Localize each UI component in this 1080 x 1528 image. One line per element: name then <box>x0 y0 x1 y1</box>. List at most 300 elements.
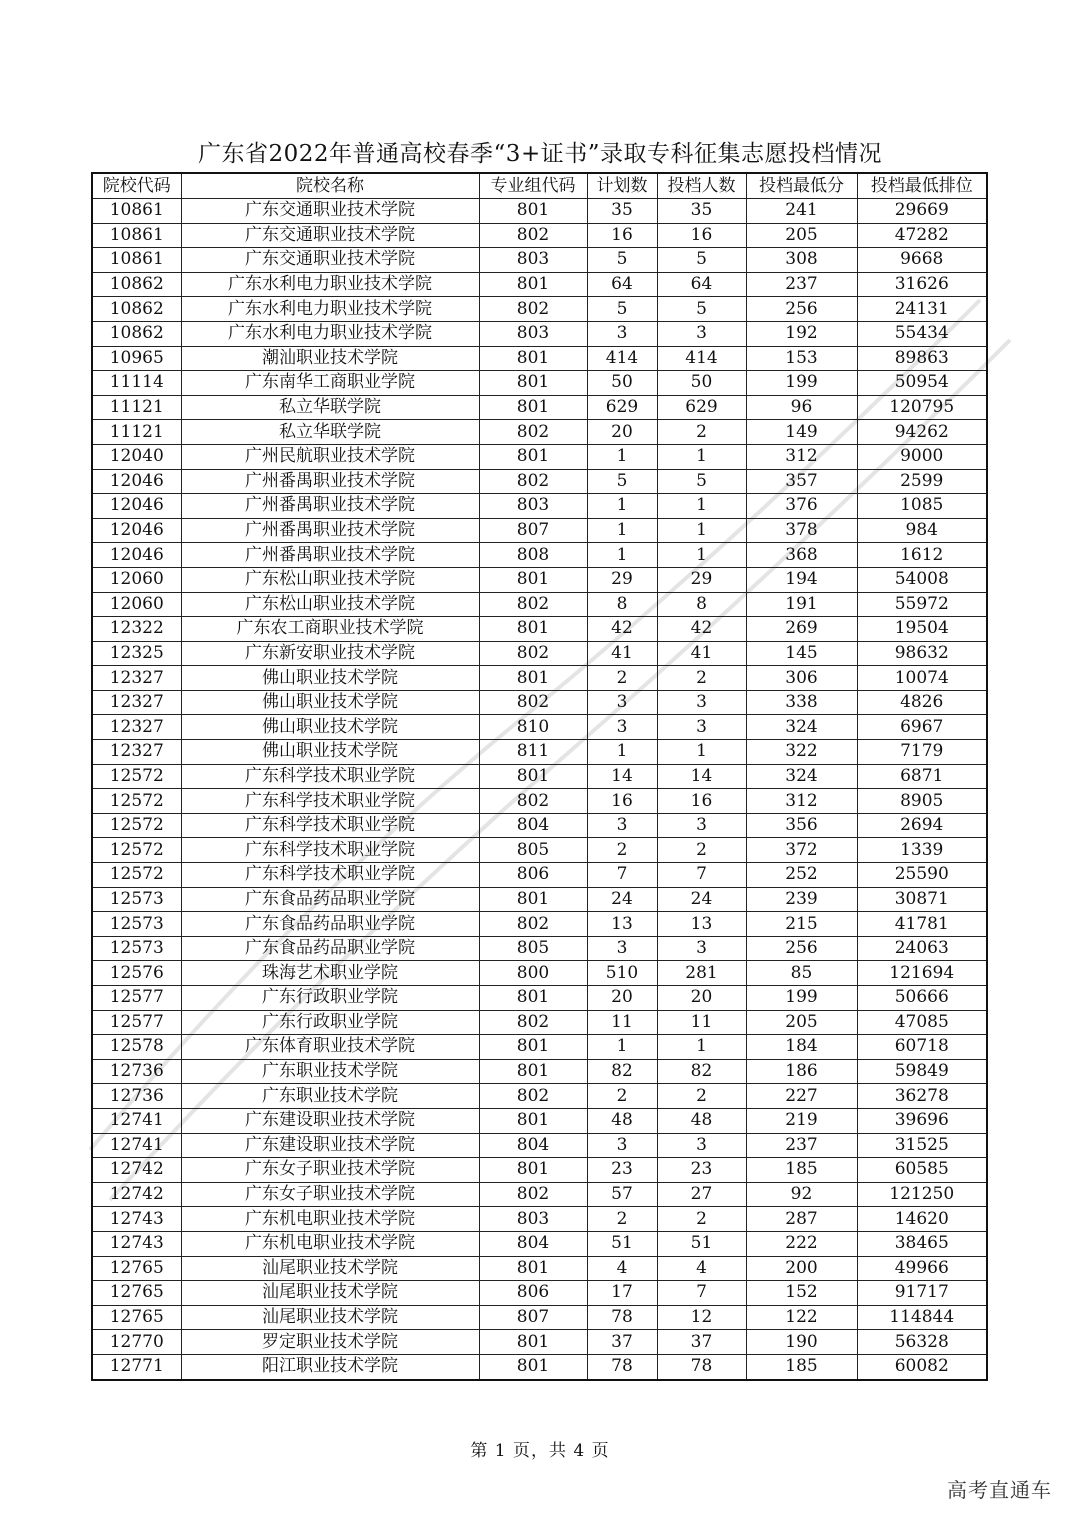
cell-school-code: 12736 <box>92 1084 181 1109</box>
cell-min-score: 372 <box>746 838 857 863</box>
cell-school-name: 佛山职业技术学院 <box>181 740 479 765</box>
cell-min-rank: 60718 <box>857 1035 987 1060</box>
cell-school-code: 12771 <box>92 1354 181 1379</box>
cell-filed-count: 2 <box>657 1084 746 1109</box>
table-row <box>92 1084 987 1109</box>
cell-min-score: 378 <box>746 518 857 543</box>
cell-plan-count: 1 <box>587 543 657 568</box>
cell-min-score: 191 <box>746 592 857 617</box>
cell-min-rank: 89863 <box>857 346 987 371</box>
cell-school-code: 12770 <box>92 1330 181 1355</box>
table-row <box>92 223 987 248</box>
cell-plan-count: 20 <box>587 420 657 445</box>
cell-min-rank: 121250 <box>857 1182 987 1207</box>
cell-school-code: 12765 <box>92 1305 181 1330</box>
cell-plan-count: 3 <box>587 813 657 838</box>
cell-min-score: 239 <box>746 887 857 912</box>
cell-school-name: 广东水利电力职业技术学院 <box>181 272 479 297</box>
cell-major-group-code: 806 <box>479 863 587 888</box>
cell-filed-count: 629 <box>657 395 746 420</box>
table-row <box>92 1035 987 1060</box>
cell-plan-count: 2 <box>587 666 657 691</box>
cell-major-group-code: 801 <box>479 272 587 297</box>
cell-min-rank: 49966 <box>857 1256 987 1281</box>
cell-plan-count: 14 <box>587 764 657 789</box>
cell-school-code: 12572 <box>92 863 181 888</box>
col-header-school-code: 院校代码 <box>92 173 181 199</box>
cell-school-name: 广东科学技术职业学院 <box>181 789 479 814</box>
table-row <box>92 494 987 519</box>
cell-plan-count: 37 <box>587 1330 657 1355</box>
cell-school-code: 12577 <box>92 1010 181 1035</box>
cell-school-code: 12573 <box>92 912 181 937</box>
cell-school-code: 12577 <box>92 986 181 1011</box>
cell-major-group-code: 804 <box>479 813 587 838</box>
cell-min-score: 324 <box>746 715 857 740</box>
table-row <box>92 346 987 371</box>
cell-min-rank: 94262 <box>857 420 987 445</box>
cell-min-rank: 7179 <box>857 740 987 765</box>
cell-filed-count: 1 <box>657 740 746 765</box>
table-row <box>92 961 987 986</box>
cell-filed-count: 7 <box>657 1281 746 1306</box>
cell-filed-count: 14 <box>657 764 746 789</box>
cell-major-group-code: 805 <box>479 936 587 961</box>
cell-school-name: 广东行政职业学院 <box>181 1010 479 1035</box>
cell-school-name: 广东松山职业技术学院 <box>181 567 479 592</box>
col-header-filed-count: 投档人数 <box>657 173 746 199</box>
cell-min-score: 205 <box>746 1010 857 1035</box>
cell-min-score: 237 <box>746 272 857 297</box>
cell-min-rank: 1085 <box>857 494 987 519</box>
cell-plan-count: 2 <box>587 838 657 863</box>
cell-filed-count: 12 <box>657 1305 746 1330</box>
cell-min-rank: 54008 <box>857 567 987 592</box>
cell-school-name: 私立华联学院 <box>181 395 479 420</box>
page-number: 第 1 页，共 4 页 <box>470 1441 610 1461</box>
cell-filed-count: 1 <box>657 494 746 519</box>
cell-school-code: 12325 <box>92 641 181 666</box>
cell-plan-count: 629 <box>587 395 657 420</box>
cell-school-name: 广东职业技术学院 <box>181 1059 479 1084</box>
cell-filed-count: 23 <box>657 1158 746 1183</box>
cell-min-score: 153 <box>746 346 857 371</box>
cell-filed-count: 16 <box>657 789 746 814</box>
table-row <box>92 395 987 420</box>
cell-plan-count: 41 <box>587 641 657 666</box>
cell-min-score: 152 <box>746 1281 857 1306</box>
cell-major-group-code: 801 <box>479 199 587 224</box>
cell-min-score: 357 <box>746 469 857 494</box>
cell-min-score: 241 <box>746 199 857 224</box>
cell-school-code: 10965 <box>92 346 181 371</box>
cell-filed-count: 2 <box>657 838 746 863</box>
cell-min-rank: 10074 <box>857 666 987 691</box>
table-row <box>92 248 987 273</box>
cell-min-rank: 55972 <box>857 592 987 617</box>
table-row <box>92 887 987 912</box>
cell-min-rank: 98632 <box>857 641 987 666</box>
table-row <box>92 1256 987 1281</box>
cell-major-group-code: 801 <box>479 1330 587 1355</box>
cell-min-score: 322 <box>746 740 857 765</box>
cell-plan-count: 35 <box>587 199 657 224</box>
cell-school-code: 12573 <box>92 887 181 912</box>
cell-school-name: 佛山职业技术学院 <box>181 690 479 715</box>
cell-major-group-code: 801 <box>479 1256 587 1281</box>
cell-min-score: 185 <box>746 1158 857 1183</box>
cell-min-rank: 60585 <box>857 1158 987 1183</box>
cell-plan-count: 51 <box>587 1231 657 1256</box>
cell-plan-count: 17 <box>587 1281 657 1306</box>
cell-plan-count: 4 <box>587 1256 657 1281</box>
cell-school-name: 广东行政职业学院 <box>181 986 479 1011</box>
cell-min-score: 149 <box>746 420 857 445</box>
table-row <box>92 1330 987 1355</box>
table-row <box>92 666 987 691</box>
cell-min-rank: 50666 <box>857 986 987 1011</box>
cell-plan-count: 82 <box>587 1059 657 1084</box>
cell-min-score: 227 <box>746 1084 857 1109</box>
table-row <box>92 936 987 961</box>
table-row <box>92 1059 987 1084</box>
cell-min-rank: 9668 <box>857 248 987 273</box>
cell-school-code: 12742 <box>92 1182 181 1207</box>
cell-plan-count: 5 <box>587 297 657 322</box>
cell-min-rank: 31525 <box>857 1133 987 1158</box>
cell-filed-count: 16 <box>657 223 746 248</box>
cell-major-group-code: 801 <box>479 346 587 371</box>
cell-school-code: 12572 <box>92 813 181 838</box>
document-title: 广东省2022年普通高校春季“3+证书”录取专科征集志愿投档情况 <box>198 141 882 167</box>
table-row <box>92 1108 987 1133</box>
cell-filed-count: 50 <box>657 371 746 396</box>
cell-filed-count: 64 <box>657 272 746 297</box>
cell-school-code: 12060 <box>92 592 181 617</box>
cell-plan-count: 78 <box>587 1305 657 1330</box>
cell-school-name: 佛山职业技术学院 <box>181 666 479 691</box>
cell-school-name: 广东新安职业技术学院 <box>181 641 479 666</box>
cell-plan-count: 23 <box>587 1158 657 1183</box>
cell-school-name: 珠海艺术职业学院 <box>181 961 479 986</box>
cell-school-name: 广东科学技术职业学院 <box>181 764 479 789</box>
table-row <box>92 986 987 1011</box>
col-header-min-rank: 投档最低排位 <box>857 173 987 199</box>
cell-major-group-code: 810 <box>479 715 587 740</box>
cell-school-code: 12322 <box>92 617 181 642</box>
cell-min-score: 122 <box>746 1305 857 1330</box>
cell-school-code: 11121 <box>92 395 181 420</box>
cell-filed-count: 4 <box>657 1256 746 1281</box>
cell-min-score: 145 <box>746 641 857 666</box>
cell-min-rank: 47085 <box>857 1010 987 1035</box>
cell-school-name: 广东水利电力职业技术学院 <box>181 321 479 346</box>
cell-school-name: 广东体育职业技术学院 <box>181 1035 479 1060</box>
cell-plan-count: 1 <box>587 518 657 543</box>
cell-school-name: 广东松山职业技术学院 <box>181 592 479 617</box>
cell-min-rank: 6871 <box>857 764 987 789</box>
table-row <box>92 690 987 715</box>
col-header-major-group-code: 专业组代码 <box>479 173 587 199</box>
cell-min-rank: 984 <box>857 518 987 543</box>
cell-school-code: 12046 <box>92 543 181 568</box>
cell-major-group-code: 801 <box>479 764 587 789</box>
cell-min-rank: 1612 <box>857 543 987 568</box>
cell-min-score: 237 <box>746 1133 857 1158</box>
cell-major-group-code: 801 <box>479 567 587 592</box>
cell-plan-count: 1 <box>587 444 657 469</box>
cell-min-score: 205 <box>746 223 857 248</box>
cell-school-code: 10861 <box>92 199 181 224</box>
cell-filed-count: 24 <box>657 887 746 912</box>
cell-school-name: 广东交通职业技术学院 <box>181 248 479 273</box>
cell-min-score: 199 <box>746 986 857 1011</box>
cell-min-score: 92 <box>746 1182 857 1207</box>
cell-major-group-code: 808 <box>479 543 587 568</box>
cell-plan-count: 16 <box>587 223 657 248</box>
cell-school-code: 12572 <box>92 789 181 814</box>
cell-school-code: 10861 <box>92 248 181 273</box>
cell-major-group-code: 805 <box>479 838 587 863</box>
cell-school-code: 12573 <box>92 936 181 961</box>
cell-min-rank: 56328 <box>857 1330 987 1355</box>
cell-filed-count: 1 <box>657 444 746 469</box>
cell-school-name: 私立华联学院 <box>181 420 479 445</box>
cell-school-name: 汕尾职业技术学院 <box>181 1305 479 1330</box>
cell-school-code: 12327 <box>92 715 181 740</box>
table-row <box>92 1010 987 1035</box>
table-row <box>92 321 987 346</box>
cell-min-rank: 121694 <box>857 961 987 986</box>
table-row <box>92 371 987 396</box>
cell-major-group-code: 802 <box>479 641 587 666</box>
cell-major-group-code: 801 <box>479 1059 587 1084</box>
cell-school-name: 广东科学技术职业学院 <box>181 863 479 888</box>
cell-school-code: 10862 <box>92 321 181 346</box>
cell-min-score: 338 <box>746 690 857 715</box>
cell-major-group-code: 801 <box>479 666 587 691</box>
cell-school-code: 12327 <box>92 740 181 765</box>
cell-major-group-code: 803 <box>479 494 587 519</box>
cell-min-rank: 55434 <box>857 321 987 346</box>
cell-school-name: 广东食品药品职业学院 <box>181 912 479 937</box>
table-row <box>92 641 987 666</box>
cell-plan-count: 3 <box>587 936 657 961</box>
cell-school-code: 12046 <box>92 494 181 519</box>
cell-school-name: 广州番禺职业技术学院 <box>181 543 479 568</box>
cell-major-group-code: 804 <box>479 1133 587 1158</box>
cell-filed-count: 13 <box>657 912 746 937</box>
cell-plan-count: 2 <box>587 1207 657 1232</box>
table-row <box>92 1354 987 1379</box>
cell-major-group-code: 802 <box>479 912 587 937</box>
table-row <box>92 1158 987 1183</box>
table-header-row <box>92 173 987 199</box>
table-row <box>92 272 987 297</box>
table-row <box>92 838 987 863</box>
cell-plan-count: 20 <box>587 986 657 1011</box>
cell-school-code: 12578 <box>92 1035 181 1060</box>
cell-min-score: 192 <box>746 321 857 346</box>
cell-major-group-code: 803 <box>479 321 587 346</box>
cell-filed-count: 3 <box>657 936 746 961</box>
cell-min-rank: 24131 <box>857 297 987 322</box>
table-row <box>92 863 987 888</box>
cell-min-rank: 41781 <box>857 912 987 937</box>
table-row <box>92 740 987 765</box>
cell-plan-count: 1 <box>587 1035 657 1060</box>
table-row <box>92 543 987 568</box>
cell-school-code: 12743 <box>92 1231 181 1256</box>
cell-min-score: 185 <box>746 1354 857 1379</box>
cell-plan-count: 8 <box>587 592 657 617</box>
cell-min-score: 85 <box>746 961 857 986</box>
cell-major-group-code: 803 <box>479 248 587 273</box>
cell-min-score: 184 <box>746 1035 857 1060</box>
cell-filed-count: 5 <box>657 469 746 494</box>
cell-school-name: 广东机电职业技术学院 <box>181 1231 479 1256</box>
cell-filed-count: 1 <box>657 1035 746 1060</box>
cell-filed-count: 51 <box>657 1231 746 1256</box>
cell-plan-count: 29 <box>587 567 657 592</box>
cell-school-name: 广东机电职业技术学院 <box>181 1207 479 1232</box>
table-row <box>92 518 987 543</box>
table-row <box>92 617 987 642</box>
cell-major-group-code: 800 <box>479 961 587 986</box>
cell-min-rank: 24063 <box>857 936 987 961</box>
cell-school-code: 11114 <box>92 371 181 396</box>
cell-major-group-code: 801 <box>479 887 587 912</box>
cell-school-name: 广东农工商职业技术学院 <box>181 617 479 642</box>
col-header-school-name: 院校名称 <box>181 173 479 199</box>
table-row <box>92 592 987 617</box>
cell-min-score: 96 <box>746 395 857 420</box>
cell-major-group-code: 802 <box>479 223 587 248</box>
cell-filed-count: 7 <box>657 863 746 888</box>
cell-filed-count: 37 <box>657 1330 746 1355</box>
cell-major-group-code: 801 <box>479 444 587 469</box>
cell-major-group-code: 802 <box>479 690 587 715</box>
table-row <box>92 1305 987 1330</box>
cell-filed-count: 27 <box>657 1182 746 1207</box>
cell-school-name: 广州番禺职业技术学院 <box>181 494 479 519</box>
cell-min-rank: 9000 <box>857 444 987 469</box>
cell-min-rank: 59849 <box>857 1059 987 1084</box>
cell-school-name: 广东交通职业技术学院 <box>181 223 479 248</box>
cell-major-group-code: 803 <box>479 1207 587 1232</box>
cell-school-code: 12742 <box>92 1158 181 1183</box>
cell-min-score: 306 <box>746 666 857 691</box>
cell-plan-count: 3 <box>587 715 657 740</box>
cell-school-code: 11121 <box>92 420 181 445</box>
cell-plan-count: 48 <box>587 1108 657 1133</box>
cell-school-code: 12741 <box>92 1108 181 1133</box>
cell-major-group-code: 811 <box>479 740 587 765</box>
cell-major-group-code: 801 <box>479 617 587 642</box>
cell-filed-count: 3 <box>657 690 746 715</box>
cell-school-code: 12741 <box>92 1133 181 1158</box>
cell-filed-count: 20 <box>657 986 746 1011</box>
cell-filed-count: 8 <box>657 592 746 617</box>
cell-filed-count: 5 <box>657 297 746 322</box>
cell-plan-count: 1 <box>587 740 657 765</box>
cell-school-name: 广东科学技术职业学院 <box>181 813 479 838</box>
cell-filed-count: 5 <box>657 248 746 273</box>
cell-school-name: 汕尾职业技术学院 <box>181 1256 479 1281</box>
cell-major-group-code: 801 <box>479 395 587 420</box>
cell-school-name: 汕尾职业技术学院 <box>181 1281 479 1306</box>
cell-filed-count: 3 <box>657 715 746 740</box>
cell-min-score: 200 <box>746 1256 857 1281</box>
cell-school-code: 12743 <box>92 1207 181 1232</box>
cell-school-name: 广州民航职业技术学院 <box>181 444 479 469</box>
cell-school-code: 10861 <box>92 223 181 248</box>
cell-school-code: 12046 <box>92 469 181 494</box>
cell-plan-count: 7 <box>587 863 657 888</box>
cell-min-score: 222 <box>746 1231 857 1256</box>
cell-filed-count: 42 <box>657 617 746 642</box>
cell-major-group-code: 802 <box>479 297 587 322</box>
cell-min-rank: 39696 <box>857 1108 987 1133</box>
cell-plan-count: 42 <box>587 617 657 642</box>
cell-min-rank: 36278 <box>857 1084 987 1109</box>
cell-min-rank: 2599 <box>857 469 987 494</box>
cell-school-code: 12327 <box>92 666 181 691</box>
cell-filed-count: 2 <box>657 666 746 691</box>
cell-filed-count: 11 <box>657 1010 746 1035</box>
table-row <box>92 1133 987 1158</box>
table-row <box>92 789 987 814</box>
cell-major-group-code: 801 <box>479 1354 587 1379</box>
cell-school-name: 阳江职业技术学院 <box>181 1354 479 1379</box>
cell-plan-count: 510 <box>587 961 657 986</box>
cell-major-group-code: 801 <box>479 371 587 396</box>
cell-filed-count: 48 <box>657 1108 746 1133</box>
cell-filed-count: 3 <box>657 321 746 346</box>
cell-school-name: 广东科学技术职业学院 <box>181 838 479 863</box>
cell-min-rank: 91717 <box>857 1281 987 1306</box>
cell-school-name: 罗定职业技术学院 <box>181 1330 479 1355</box>
cell-school-name: 广东建设职业技术学院 <box>181 1108 479 1133</box>
cell-plan-count: 3 <box>587 321 657 346</box>
cell-major-group-code: 807 <box>479 518 587 543</box>
cell-school-code: 12060 <box>92 567 181 592</box>
cell-filed-count: 35 <box>657 199 746 224</box>
cell-major-group-code: 802 <box>479 420 587 445</box>
cell-min-score: 376 <box>746 494 857 519</box>
cell-filed-count: 281 <box>657 961 746 986</box>
cell-school-name: 广东交通职业技术学院 <box>181 199 479 224</box>
cell-filed-count: 414 <box>657 346 746 371</box>
table-row <box>92 444 987 469</box>
cell-min-rank: 60082 <box>857 1354 987 1379</box>
table-row <box>92 1207 987 1232</box>
cell-min-score: 256 <box>746 936 857 961</box>
cell-plan-count: 5 <box>587 248 657 273</box>
cell-major-group-code: 802 <box>479 592 587 617</box>
cell-plan-count: 57 <box>587 1182 657 1207</box>
table-row <box>92 420 987 445</box>
table-row <box>92 297 987 322</box>
cell-min-rank: 50954 <box>857 371 987 396</box>
cell-school-name: 广东水利电力职业技术学院 <box>181 297 479 322</box>
cell-major-group-code: 802 <box>479 1010 587 1035</box>
cell-min-score: 252 <box>746 863 857 888</box>
table-row <box>92 912 987 937</box>
admission-table <box>91 172 988 1381</box>
cell-min-score: 219 <box>746 1108 857 1133</box>
cell-major-group-code: 806 <box>479 1281 587 1306</box>
